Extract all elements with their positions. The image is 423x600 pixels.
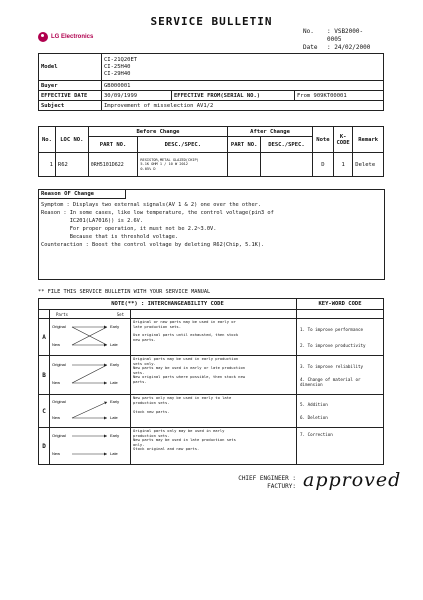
description-line: Stock new parts. (133, 409, 170, 415)
late-label: Late (110, 342, 118, 347)
table-row (39, 153, 384, 177)
code-letter: C (39, 395, 50, 428)
row-k-code: 1 (333, 153, 352, 177)
early-label: Early (110, 399, 120, 404)
bulletin-title: SERVICE BULLETIN (150, 15, 273, 28)
col-k-code: K-CODE (333, 127, 352, 153)
col-loc-no: LOC NO. (55, 127, 88, 153)
code-row-c (39, 395, 384, 428)
early-label: Early (110, 362, 120, 367)
keyword-item: 7. Correction (300, 432, 333, 437)
col-desc-after: DESC./SPEC. (261, 137, 313, 153)
symptom-line: Symptom : Displays two external signals(AV 1 & 2) one over the other. (41, 202, 262, 208)
signature-labels (228, 475, 296, 491)
parts-set-header (50, 310, 131, 319)
col-remark: Remark (353, 127, 384, 153)
new-label: New (52, 451, 61, 456)
row-desc-after (261, 153, 313, 177)
original-label: Original (52, 399, 66, 404)
factory-label: FACTURY: (267, 483, 296, 490)
description-line: parts. (133, 378, 147, 384)
new-label: New (52, 380, 61, 385)
lg-logo (38, 32, 93, 42)
approved-signature: approved (303, 469, 402, 491)
row-part-no-after (228, 153, 261, 177)
row-loc: R62 (55, 153, 88, 177)
model-list (102, 54, 384, 81)
col-part-no-before: PART NO. (88, 137, 138, 153)
keyword-item: 1. To improve performance (300, 326, 364, 332)
interchange-diagram-b (50, 356, 130, 392)
description-line: Use original parts until exhausted, then stock (133, 332, 239, 338)
description-line: Original parts only may be used in early (133, 428, 225, 433)
code-description (131, 428, 297, 465)
description-line: New original parts where possible, then stock new (133, 374, 246, 380)
keyword-cell (297, 428, 384, 465)
code-description (131, 395, 297, 428)
subject-value: Improvement of misselection AV1/2 (102, 101, 384, 111)
description-line: New parts only may be used in early to late (133, 395, 232, 400)
date-label: Date (303, 44, 318, 51)
interchange-diagram-a (50, 319, 130, 353)
description-line: Original parts may be used in early production (133, 356, 239, 361)
code-letter: D (39, 428, 50, 465)
row-note: D (312, 153, 333, 177)
row-desc-line: 0.05% D (140, 166, 156, 171)
late-label: Late (110, 451, 118, 456)
effective-date-value: 30/09/1999 (102, 91, 172, 101)
code-diagram (50, 319, 131, 356)
code-letter: A (39, 319, 50, 356)
brand-name: LG Electronics (51, 34, 94, 40)
code-row-b (39, 356, 384, 395)
date-value: : 24/02/2000 (327, 44, 371, 51)
reason-line: Because that is threshold voltage. (41, 234, 179, 240)
code-row-a (39, 319, 384, 356)
col-no: No. (39, 127, 56, 153)
keyword-item: 3. To improve reliability (300, 363, 364, 369)
new-label: New (52, 342, 61, 347)
code-diagram (50, 356, 131, 395)
number-label: No. (303, 28, 314, 35)
keyword-item: 6. Deletion (300, 415, 328, 420)
description-line: New parts may be used in late production sets (133, 437, 236, 443)
description-line: sets only. (133, 360, 156, 366)
number-value: : VSB2000- (327, 28, 364, 35)
code-row-d (39, 428, 384, 465)
interchange-diagram-c (50, 395, 130, 425)
model-item: CI-25H40 (104, 63, 131, 70)
row-part-no: 0RH5101D622 (88, 153, 138, 177)
parts-label: Parts (56, 311, 69, 317)
original-label: Original (52, 433, 66, 438)
set-label: Set (116, 311, 124, 317)
reason-text (39, 199, 384, 251)
description-line: Stock original and new parts. (133, 446, 200, 452)
code-diagram (50, 428, 131, 465)
col-before-change: Before Change (88, 127, 228, 137)
counteraction-line: Counteraction : Boost the control voltage by deleting R62(Chip, 5.1K). (41, 242, 265, 248)
description-line: production sets. (133, 399, 170, 405)
model-item: CI-29H40 (104, 70, 131, 77)
code-letter: B (39, 356, 50, 395)
bulletin-number-block (303, 28, 370, 52)
model-label: Model (39, 54, 102, 81)
effective-date-label: EFFECTIVE DATE (39, 91, 102, 101)
note-header: NOTE(**) : INTERCHANGEABILITY CODE (39, 299, 297, 310)
number-value-2: 0005 (327, 36, 342, 43)
code-diagram (50, 395, 131, 428)
subject-label: Subject (39, 101, 102, 111)
file-note: ** FILE THIS SERVICE BULLETIN WITH YOUR SERVICE MANUAL (38, 289, 211, 295)
interchange-diagram-d (50, 428, 130, 462)
reason-box (38, 189, 385, 280)
keyword-header: KEY-WORD CODE (297, 299, 384, 310)
effective-from-value: From 909KT00001 (295, 91, 384, 101)
original-label: Original (52, 362, 66, 367)
col-note: Note (312, 127, 333, 153)
row-remark: Delete (353, 153, 384, 177)
early-label: Early (110, 433, 120, 438)
reason-line: Reason : In some cases, like low temperature, the control voltage(pin3 of (41, 210, 274, 216)
description-line: only. (133, 441, 145, 447)
row-desc-line: 5.1K OHM 1 / 10 W 2012 (140, 162, 188, 167)
chief-engineer-label: CHIEF ENGINEER : (238, 475, 296, 482)
col-after-change: After Change (228, 127, 313, 137)
description-line: new parts. (133, 336, 156, 342)
row-desc (138, 153, 228, 177)
code-description (131, 319, 297, 356)
model-item: CI-21Q20ET (104, 56, 138, 63)
code-description (131, 356, 297, 395)
interchangeability-table (38, 298, 384, 465)
lg-logo-icon (38, 32, 48, 42)
col-part-no-after: PART NO. (228, 137, 261, 153)
keyword-cell (297, 319, 384, 356)
keyword-item: 5. Addition (300, 402, 328, 407)
change-table (38, 126, 384, 177)
description-line: late production sets. (133, 323, 182, 329)
effective-from-label: EFFECTIVE FROM(SERIAL NO.) (172, 91, 295, 101)
col-desc-before: DESC./SPEC. (138, 137, 228, 153)
buyer-value: GB000001 (102, 81, 384, 91)
row-no: 1 (39, 153, 56, 177)
late-label: Late (110, 415, 118, 420)
row-desc-line: RESISTOR,METAL GLAZED(CHIP) (140, 157, 199, 162)
bulletin-info-table (38, 53, 384, 111)
original-label: Original (52, 324, 66, 329)
keyword-cell (297, 356, 384, 395)
keyword-item: 2. To improve productivity (300, 342, 366, 348)
reason-heading: Reason OF Change (39, 190, 126, 199)
buyer-label: Buyer (39, 81, 102, 91)
keyword-cell (297, 395, 384, 428)
reason-line: For proper operation, it must not be 2.2~3.0V. (41, 226, 217, 232)
description-line: sets. (133, 369, 145, 375)
keyword-item: 4. Change of material or dimension (300, 376, 361, 387)
description-line: Original or new parts may be used in early or (133, 319, 236, 324)
new-label: New (52, 415, 61, 420)
description-line: New parts may be used in early or late production (133, 365, 246, 371)
reason-line: IC201(LA7016)) is 2.6V. (41, 218, 144, 224)
description-line: production sets. (133, 432, 170, 438)
early-label: Early (110, 324, 120, 329)
late-label: Late (110, 380, 118, 385)
